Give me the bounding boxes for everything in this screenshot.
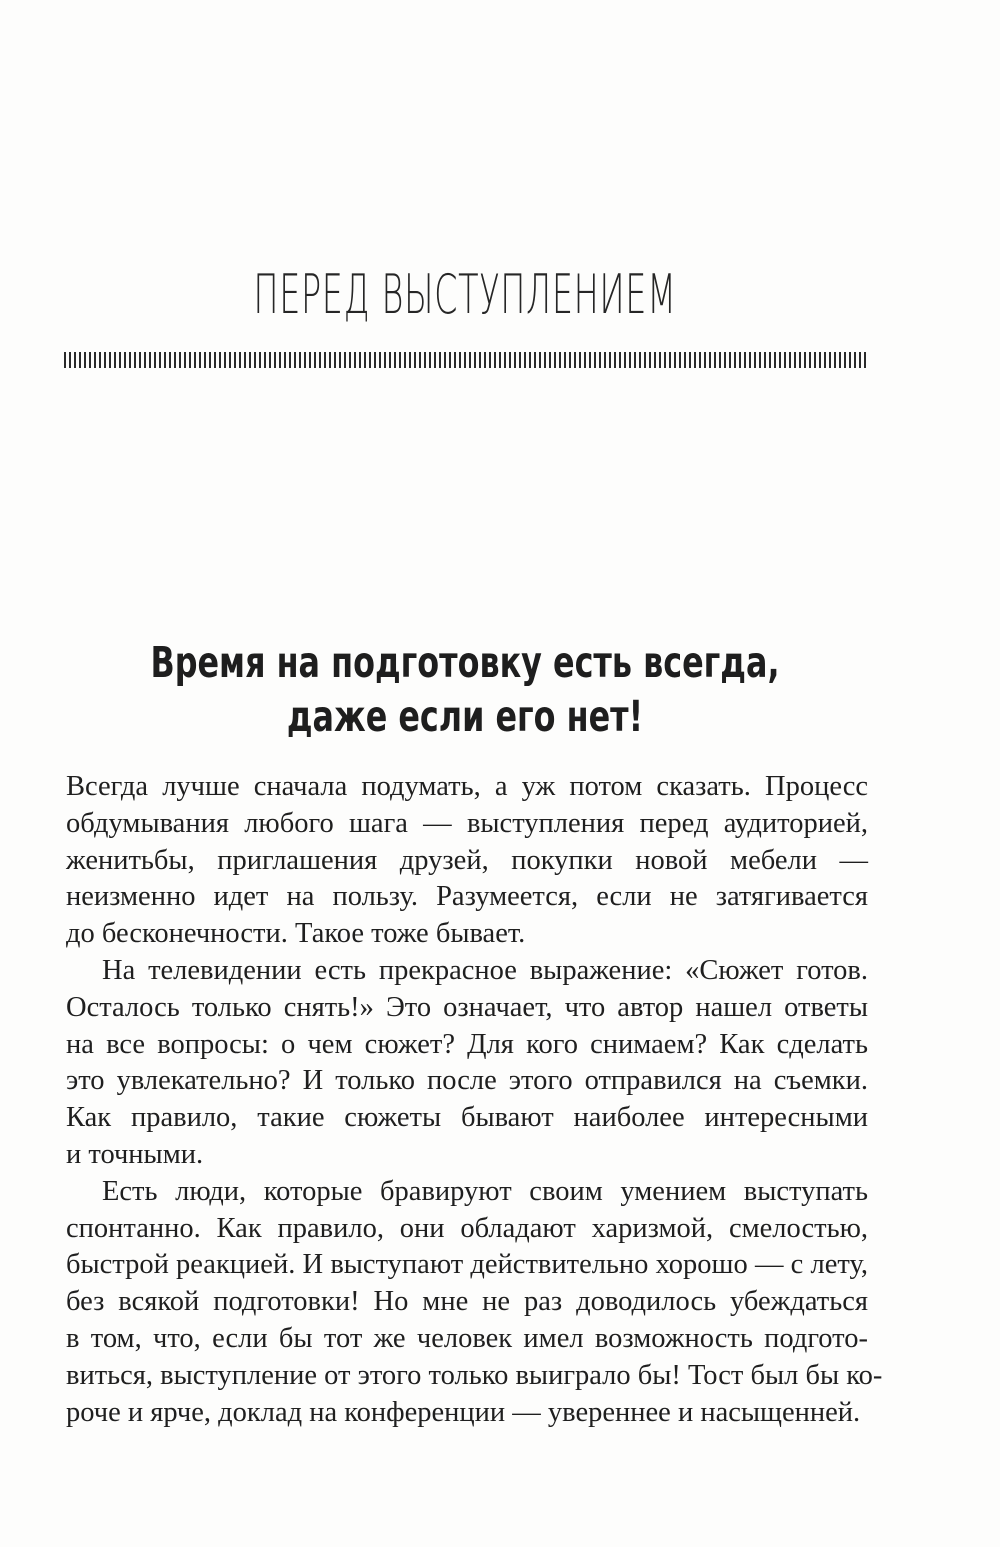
text-line: без всякой подготовки! Но мне не раз доводилось убеждаться [66, 1286, 868, 1318]
text-line: спонтанно. Как правило, они обладают харизмой, смелостью, [66, 1212, 868, 1244]
text-line: Как правило, такие сюжеты бывают наиболее интересными [66, 1102, 868, 1134]
section-heading-line: даже если его нет! [286, 692, 644, 742]
body-text [66, 769, 883, 1431]
text-line: Осталось только снять!» Это означает, что автор нашел ответы [66, 991, 868, 1023]
text-line: Всегда лучше сначала подумать, а уж потом сказать. Процесс [66, 771, 868, 802]
paragraph [66, 953, 868, 1174]
paragraph [66, 769, 868, 953]
text-line: На телевидении есть прекрасное выражение: «Сюжет готов. [102, 954, 868, 986]
text-line: женитьбы, приглашения друзей, покупки новой мебели — [66, 844, 868, 876]
text-line: быстрой реакцией. И выступают действительно хорошо — с лету, [66, 1249, 868, 1281]
section-heading [121, 636, 809, 744]
text-line: и точными. [66, 1138, 204, 1170]
text-line: неизменно идет на пользу. Разумеется, если не затягивается [66, 881, 868, 913]
chapter-title: ПЕРЕД ВЫСТУПЛЕНИЕМ [253, 263, 677, 326]
text-line: это увлекательно? И только после этого отправился на съемки. [66, 1065, 868, 1097]
text-line: роче и ярче, доклад на конференции — увереннее и насыщенней. [66, 1396, 861, 1428]
text-line: обдумывания любого шага — выступления перед аудиторией, [66, 807, 868, 839]
text-line: виться, выступление от этого только выиграло бы! Тост был бы ко- [66, 1359, 883, 1391]
text-line: в том, что, если бы тот же человек имел возможность подгото- [66, 1322, 868, 1354]
decorative-rule [64, 352, 869, 368]
paragraph [66, 1174, 883, 1432]
text-line: на все вопросы: о чем сюжет? Для кого снимаем? Как сделать [66, 1028, 868, 1060]
section-heading-line: Время на подготовку есть всегда, [150, 638, 780, 688]
text-line: до бесконечности. Такое тоже бывает. [66, 918, 526, 950]
text-line: Есть люди, которые бравируют своим умением выступать [102, 1175, 868, 1207]
